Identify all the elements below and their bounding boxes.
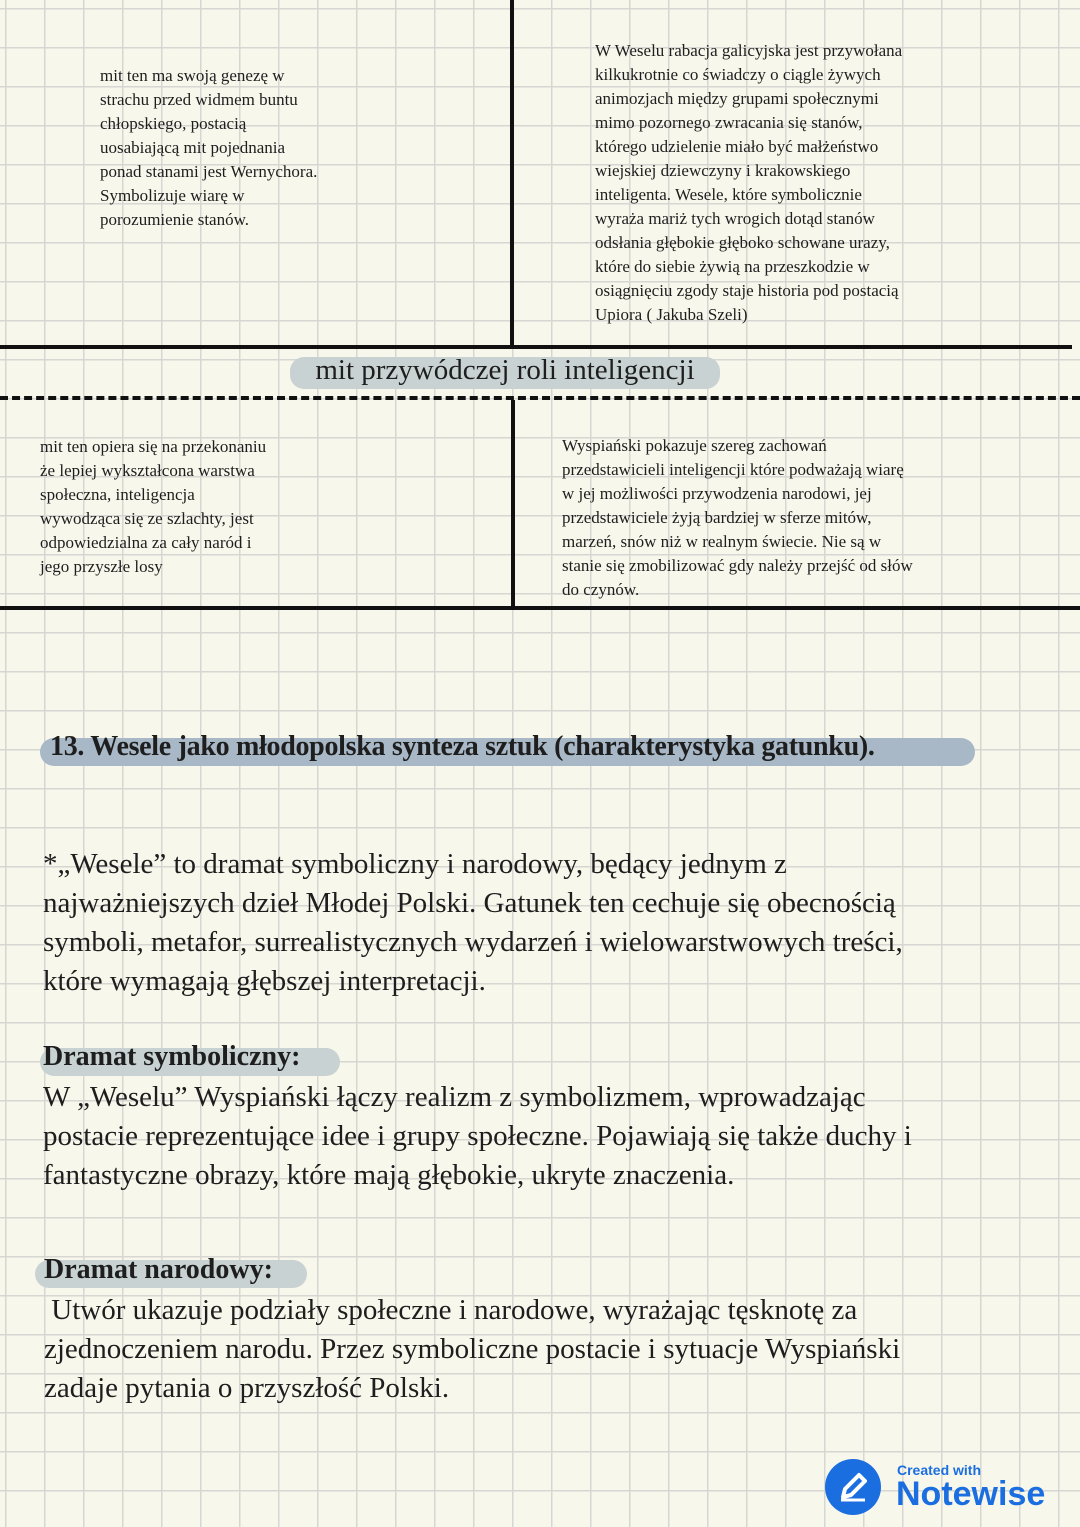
symbolic-text [43,1078,912,1195]
text-line: odsłania głębokie głęboko schowane urazy, [595,233,890,252]
text-line: Wyspiański pokazuje szereg zachowań [562,436,827,455]
table-divider-horizontal [0,345,1072,349]
brand-name: Notewise [896,1475,1046,1513]
text-line: zjednoczeniem narodu. Przez symboliczne postacie i sytuacje Wyspiański [44,1333,901,1365]
text-line: osiągnięciu zgody staje historia pod postacią [595,281,899,300]
text-line: przedstawicieli inteligencji które podważają wiarę [562,460,904,479]
text-line: Utwór ukazuje podziały społeczne i narodowe, wyrażając tęsknotę za [44,1294,858,1326]
table-cell-top-left [100,64,317,232]
table-middle-heading: mit przywódczej roli inteligencji [315,354,695,386]
text-line: które wymagają głębszej interpretacji. [43,965,486,997]
text-line: jego przyszłe losy [40,557,163,576]
text-line: fantastyczne obrazy, które mają głębokie, ukryte znaczenia. [43,1159,735,1191]
text-line: w jej możliwości przywodzenia narodowi, jej [562,484,872,503]
text-line: którego udzielenie miało być małżeństwo [595,137,879,156]
text-line: W „Weselu” Wyspiański łączy realizm z symbolizmem, wprowadzając [43,1081,866,1113]
text-line: stanie się zmobilizować gdy należy przejść od słów [562,556,913,575]
text-line: które do siebie żywią na przeszkodzie w [595,257,870,276]
symbolic-heading: Dramat symboliczny: [43,1041,301,1072]
table-cell-bottom-right [562,434,913,602]
text-line: do czynów. [562,580,640,599]
text-line: wiejskiej dziewczyny i krakowskiego [595,161,851,180]
text-line: wywodząca się ze szlachty, jest [40,509,254,528]
notewise-watermark [825,1458,1065,1518]
table-divider-dashed [0,396,1080,400]
table-cell-top-right [595,39,902,327]
table-divider-bottom [0,606,1080,610]
text-line: marzeń, snów niż w realnym świecie. Nie są w [562,532,882,551]
text-line: postacie reprezentujące idee i grupy społeczne. Pojawiają się także duchy i [43,1120,912,1152]
section-title: 13. Wesele jako młodopolska synteza sztuk (charakterystyka gatunku). [50,731,875,762]
pen-icon [825,1459,881,1515]
text-line: mit ten opiera się na przekonaniu [40,437,267,456]
table-divider-vertical-top [510,0,514,348]
text-line: mit ten ma swoją genezę w [100,66,285,85]
text-line: zadaje pytania o przyszłość Polski. [44,1372,450,1404]
section-intro [43,845,903,1001]
text-line: społeczna, inteligencja [40,485,195,504]
text-line: przedstawiciele żyją bardziej w sferze mitów, [562,508,872,527]
text-line: Upiora ( Jakuba Szeli) [595,305,748,324]
text-line: animozjach między grupami społecznymi [595,89,879,108]
text-line: porozumienie stanów. [100,210,250,229]
national-text [44,1291,900,1408]
table-cell-bottom-left [40,435,266,579]
text-line: W Weselu rabacja galicyjska jest przywołana [595,41,903,60]
national-heading: Dramat narodowy: [44,1254,273,1285]
text-line: *„Wesele” to dramat symboliczny i narodowy, będący jednym z [43,848,787,880]
text-line: najważniejszych dzieł Młodej Polski. Gatunek ten cechuje się obecnością [43,887,896,919]
text-line: chłopskiego, postacią [100,114,247,133]
text-line: mimo pozornego zwracania się stanów, [595,113,863,132]
text-line: że lepiej wykształcona warstwa [40,461,255,480]
created-with-label: Created with [897,1462,982,1478]
text-line: odpowiedzialna za cały naród i [40,533,252,552]
text-line: uosabiającą mit pojednania [100,138,286,157]
text-line: ponad stanami jest Wernychora. [100,162,318,181]
table-divider-vertical-bottom [511,400,515,610]
text-line: strachu przed widmem buntu [100,90,298,109]
text-line: Symbolizuje wiarę w [100,186,245,205]
text-line: wyraża mariż tych wrogich dotąd stanów [595,209,875,228]
text-line: kilkukrotnie co świadczy o ciągle żywych [595,65,881,84]
text-line: symboli, metafor, surrealistycznych wydarzeń i wielowarstwowych treści, [43,926,903,958]
text-line: inteligenta. Wesele, które symbolicznie [595,185,862,204]
